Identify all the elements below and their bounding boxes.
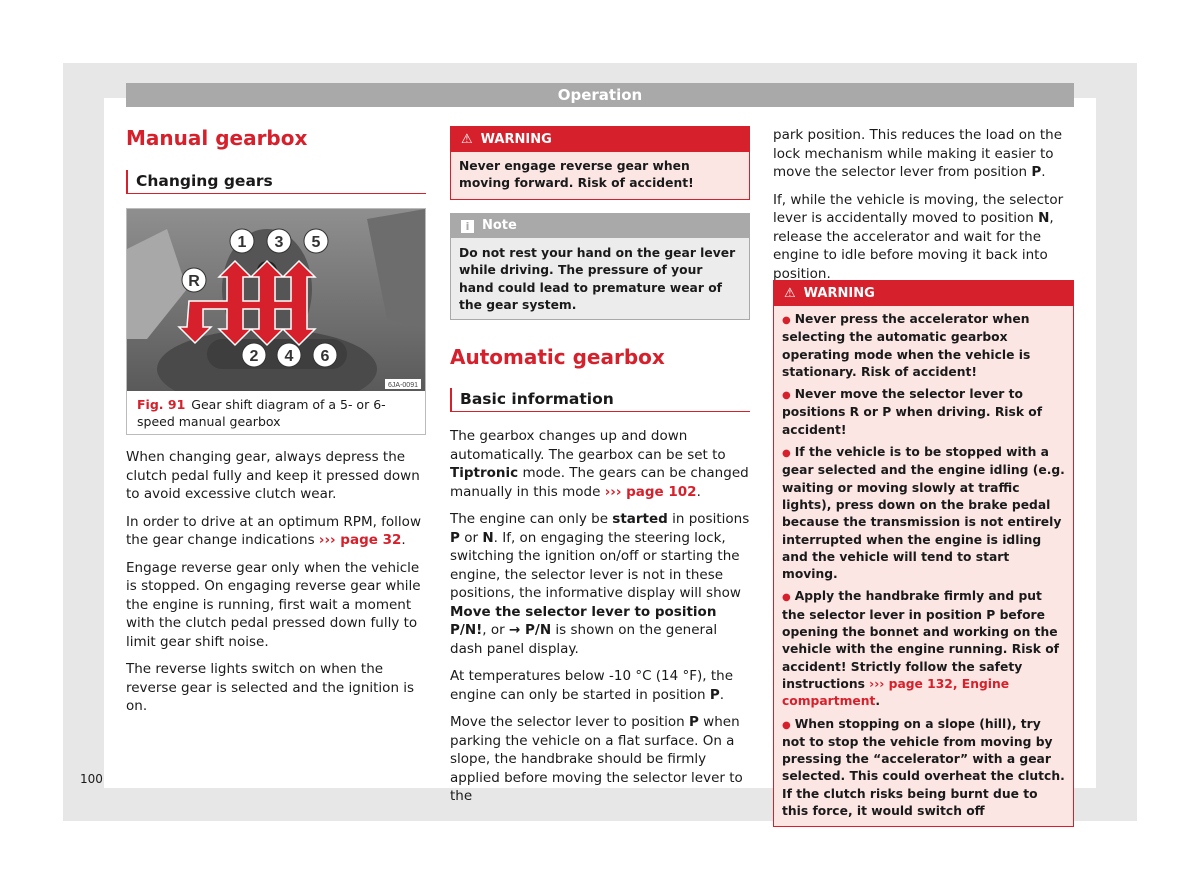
- paragraph: The engine can only be started in positions P or N. If, on engaging the steering lock, switching the ignition on/off or starting the engine, the selector lever is not in these positions, the informative display will show Move the selector lever to position P/N!, or → P/N is shown on the general dash panel display.: [450, 511, 750, 657]
- svg-text:3: 3: [274, 234, 284, 251]
- gear-3-label: [267, 229, 291, 253]
- paragraph: The reverse lights switch on when the reverse gear is selected and the ignition is on.: [126, 661, 415, 714]
- paragraph: In order to drive at an optimum RPM, follow the gear change indications ››› page 32.: [126, 513, 421, 548]
- note-header: i Note: [451, 214, 749, 238]
- paragraph: If, while the vehicle is moving, the selector lever is accidentally moved to position N, release the accelerator and wait for the engine to idle before moving it back into position.: [773, 191, 1064, 282]
- automatic-gearbox-title: Automatic gearbox: [450, 345, 665, 369]
- warning-bullet: ● If the vehicle is to be stopped with a gear selected and the engine idling (e.g. waiting or moving slowly at traffic lights), press down on the brake pedal because the transmission is not entirely interrupted when the engine is idling and the vehicle will tend to start moving.: [782, 444, 1065, 583]
- gear-5-label: [304, 229, 328, 253]
- warning-bullet: ● When stopping on a slope (hill), try not to stop the vehicle from moving by pressing the “accelerator” with a gear selected. This could overheat the clutch. If the clutch risks being burnt due to this force, it would switch off: [782, 716, 1065, 821]
- note-text: Do not rest your hand on the gear lever while driving. The pressure of your hand could lead to premature wear of the gear system.: [451, 238, 749, 319]
- warning-bullet: ● Never move the selector lever to positions R or P when driving. Risk of accident!: [782, 386, 1065, 439]
- paragraph: park position. This reduces the load on the lock mechanism while making it easier to move the selector lever from position P.: [773, 127, 1063, 180]
- page-number: 100: [80, 772, 103, 786]
- warning-text: Never engage reverse gear when moving forward. Risk of accident!: [451, 152, 749, 199]
- paragraph: When changing gear, always depress the clutch pedal fully and keep it pressed down to avoid excessive clutch wear.: [126, 449, 420, 502]
- figure-code: 6JA-0091: [388, 382, 418, 389]
- page-link[interactable]: ››› page 32: [318, 532, 402, 548]
- svg-text:4: 4: [284, 348, 294, 365]
- automatic-gearbox-body-continued: [773, 126, 1074, 292]
- gear-4-label: [277, 343, 301, 367]
- manual-gearbox-title: Manual gearbox: [126, 126, 308, 150]
- warning-box-automatic: [773, 280, 1074, 827]
- note-box: [450, 213, 750, 320]
- svg-text:R: R: [188, 273, 200, 290]
- manual-gearbox-body: [126, 448, 426, 725]
- warning-triangle-icon: ⚠: [461, 132, 473, 147]
- paragraph: The gearbox changes up and down automatically. The gearbox can be set to Tiptronic mode. The gears can be changed manually in this mode ››› page 102.: [450, 428, 749, 500]
- svg-text:2: 2: [249, 348, 259, 365]
- svg-text:6: 6: [320, 348, 330, 365]
- gear-2-label: [242, 343, 266, 367]
- paragraph: Move the selector lever to position P when parking the vehicle on a flat surface. On a slope, the handbrake should be firmly applied before moving the selector lever to the: [450, 714, 743, 804]
- warning-header: ⚠ WARNING: [774, 281, 1073, 306]
- svg-text:5: 5: [311, 234, 321, 251]
- svg-text:1: 1: [237, 234, 247, 251]
- warning-triangle-icon: ⚠: [784, 286, 796, 301]
- section-header: Operation: [126, 83, 1074, 107]
- gear-6-label: [313, 343, 337, 367]
- page-link[interactable]: ››› page 102: [604, 483, 697, 500]
- changing-gears-subtitle: Changing gears: [126, 170, 426, 194]
- automatic-gearbox-body: [450, 427, 750, 815]
- gear-shift-diagram: [127, 209, 425, 391]
- warning-bullet: ● Never press the accelerator when selecting the automatic gearbox operating mode when the vehicle is stationary. Risk of accident!: [782, 311, 1065, 381]
- warning-bullet: ● Apply the handbrake firmly and put the selector lever in position P before opening the bonnet and working on the vehicle with the engine running. Risk of accident! Strictly follow the safety instructions ››› page 132, Engine compartment.: [782, 588, 1065, 710]
- figure-caption-text: Gear shift diagram of a 5- or 6-speed manual gearbox: [137, 397, 386, 429]
- info-icon: i: [461, 220, 474, 233]
- gear-1-label: [230, 229, 254, 253]
- page-link[interactable]: ››› page 132, Engine compartment: [782, 676, 1010, 709]
- figure-caption: [137, 396, 419, 430]
- gear-r-label: [182, 268, 206, 292]
- warning-box-reverse: [450, 126, 750, 200]
- figure-91: [126, 208, 426, 435]
- warning-bullets: [774, 306, 1073, 826]
- figure-label: Fig. 91: [137, 397, 186, 412]
- warning-header: ⚠ WARNING: [451, 127, 749, 152]
- paragraph: At temperatures below -10 °C (14 °F), the engine can only be started in position P.: [450, 668, 734, 703]
- paragraph: Engage reverse gear only when the vehicle is stopped. On engaging reverse gear while the engine is running, first wait a moment with the clutch pedal pressed down fully to limit gear shift noise.: [126, 559, 421, 650]
- basic-information-subtitle: Basic information: [450, 388, 750, 412]
